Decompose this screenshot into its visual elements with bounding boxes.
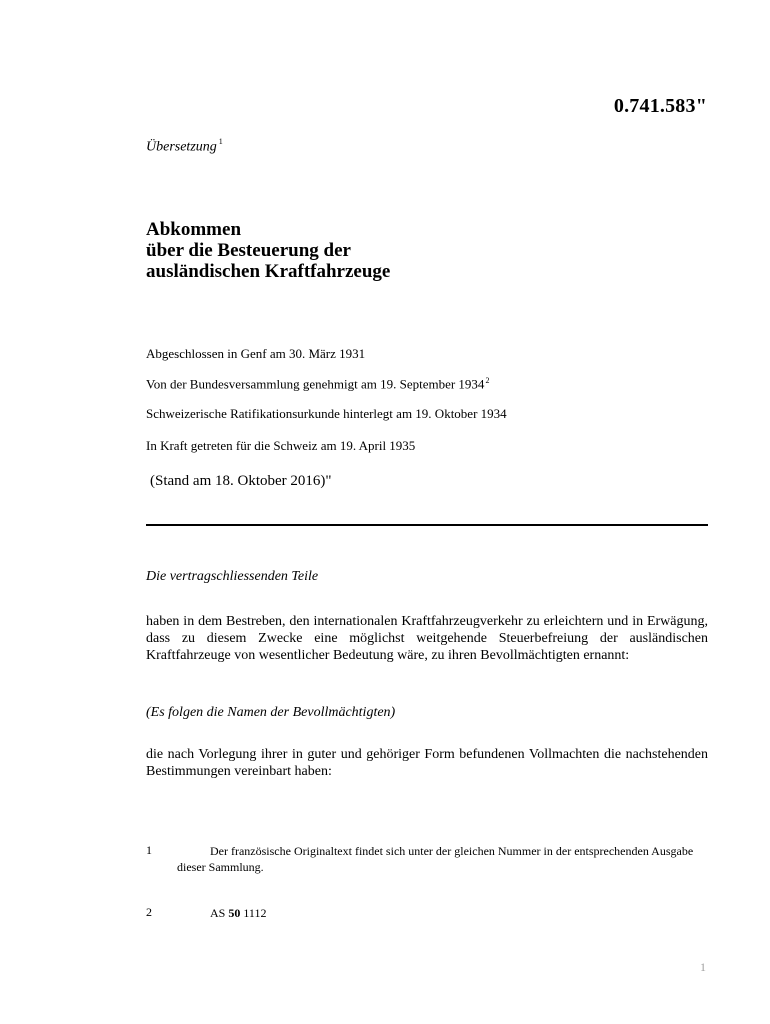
plenipotentiaries-note: (Es folgen die Namen der Bevollmächtigten) xyxy=(146,705,396,720)
footnote-1-text: Der französische Originaltext findet sich unter der gleichen Nummer in der entsprechenden Ausgabe dieser Sammlung. xyxy=(177,844,694,874)
preamble-paragraph-1: haben in dem Bestreben, den internationalen Kraftfahrzeugverkehr zu erleichtern und in Erwägung, dass zu diesem Zwecke eine möglichst weitgehende Steuerbefreiung der ausländischen Kraftfahrzeuge von wesentlicher Bedeutung wäre, zu ihren Bevollmächtigten ernannt: xyxy=(146,614,708,663)
meta-ratification: Schweizerische Ratifikationsurkunde hinterlegt am 19. Oktober 1934 xyxy=(146,406,507,421)
meta-concluded: Abgeschlossen in Genf am 30. März 1931 xyxy=(146,346,366,361)
meta-in-force: In Kraft getreten für die Schweiz am 19. April 1935 xyxy=(146,438,416,453)
footnote-1-number: 1 xyxy=(146,843,152,857)
preamble-paragraph-2: die nach Vorlegung ihrer in guter und gehöriger Form befundenen Vollmachten die nachstehenden Bestimmungen vereinbart haben: xyxy=(146,747,708,779)
sr-number: 0.741.583" xyxy=(613,95,707,117)
footnote-2-number: 2 xyxy=(146,905,152,919)
footnote-2-text xyxy=(177,905,707,921)
document-title xyxy=(146,219,390,282)
page-number: 1 xyxy=(700,960,706,974)
preamble-heading: Die vertragschliessenden Teile xyxy=(146,569,319,584)
horizontal-rule xyxy=(146,524,708,526)
footnote-2-suffix: 1112 xyxy=(240,906,267,920)
footnote-2-prefix: AS xyxy=(210,906,229,920)
translation-text: Übersetzung xyxy=(146,139,217,155)
title-line-2: über die Besteuerung der xyxy=(146,240,351,261)
status-date: (Stand am 18. Oktober 2016)" xyxy=(150,473,332,489)
footnote-ref-1[interactable]: 1 xyxy=(218,137,223,146)
footnote-2-volume: 50 xyxy=(228,906,241,920)
meta-approved xyxy=(146,376,489,392)
meta-approved-text: Von der Bundesversammlung genehmigt am 19. September 1934 xyxy=(146,376,485,392)
title-line-3: ausländischen Kraftfahrzeuge xyxy=(146,261,391,282)
translation-label xyxy=(146,138,223,156)
title-line-1: Abkommen xyxy=(146,219,242,240)
footnote-ref-2[interactable]: 2 xyxy=(485,376,490,385)
